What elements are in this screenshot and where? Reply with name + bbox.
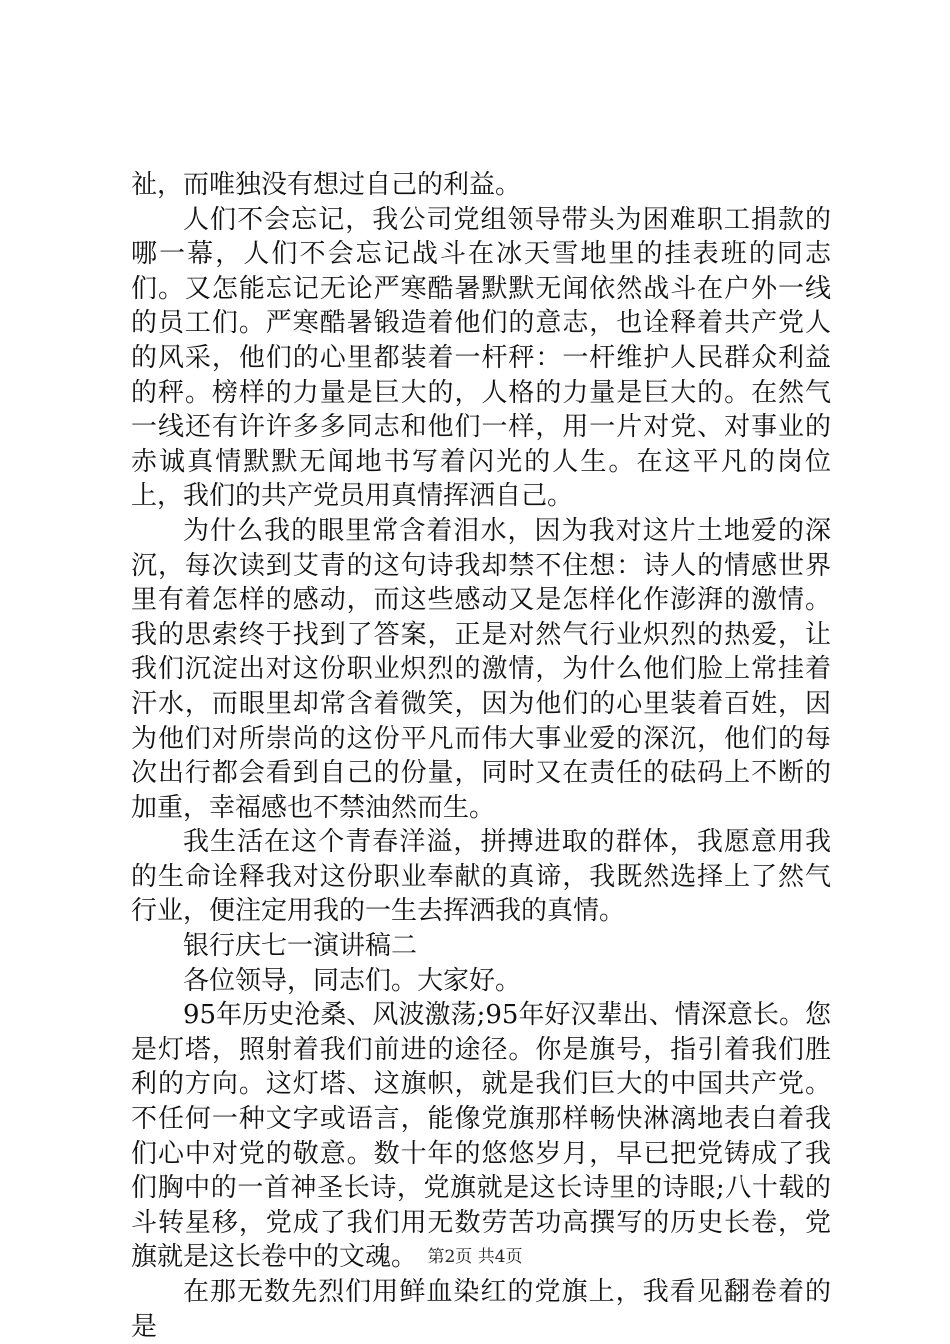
paragraph-3: 为什么我的眼里常含着泪水，因为我对这片土地爱的深沉，每次读到艾青的这句诗我却禁不住想：诗人的情感世界里有着怎样的感动，而这些感动又是怎样化作澎湃的激情。我的思索终于找到了答案，正是对然气行业炽烈的热爱，让我们沉淀出对这份职业炽烈的激情，为什么他们脸上常挂着汗水，而眼里却常含着微笑，因为他们的心里装着百姓，因为他们对所崇尚的这份平凡而伟大事业爱的深沉，他们的每次出行都会看到自己的份量，同时又在责任的砝码上不断的加重，幸福感也不禁油然而生。 [131,515,831,823]
section-heading: 银行庆七一演讲稿二 [183,931,418,962]
paragraph-2: 人们不会忘记，我公司党组领导带头为困难职工捐款的哪一幕，人们不会忘记战斗在冰天雪地里的挂表班的同志们。又怎能忘记无论严寒酷暑默默无闻依然战斗在户外一线的员工们。严寒酷暑锻造着他们的意志，也诠释着共产党人的风采，他们的心里都装着一杆秤：一杆维护人民群众利益的秤。榜样的力量是巨大的，人格的力量是巨大的。在然气一线还有许许多多同志和他们一样，用一片对党、对事业的赤诚真情默默无闻地书写着闪光的人生。在这平凡的岗位上，我们的共产党员用真情挥洒自己。 [131,204,831,512]
page-number: 第2页 共4页 [427,1247,523,1267]
paragraph-8: 在那无数先烈们用鲜血染红的党旗上，我看见翻卷着的是 [131,1277,831,1342]
salutation: 各位领导，同志们。大家好。 [183,965,522,996]
paragraph-4: 我生活在这个青春洋溢，拼搏进取的群体，我愿意用我的生命诠释我对这份职业奉献的真谛，我既然选择上了然气行业，便注定用我的一生去挥洒我的真情。 [131,827,831,927]
paragraph-1: 祉，而唯独没有想过自己的利益。 [131,170,522,200]
paragraph-7: 95年历史沧桑、风波激荡;95年好汉辈出、情深意长。您是灯塔，照射着我们前进的途径。你是旗号，指引着我们胜利的方向。这灯塔、这旗帜，就是我们巨大的中国共产党。不任何一种文字或语言，能像党旗那样畅快淋漓地表白着我们心中对党的敬意。数十年的悠悠岁月，早已把党铸成了我们胸中的一首神圣长诗，党旗就是这长诗里的诗眼;八十载的斗转星移，党成了我们用无数劳苦功高撰写的历史长卷，党旗就是这长卷中的文魂。 [131,1000,831,1273]
document-body [131,168,831,1344]
page-footer [0,1242,950,1267]
